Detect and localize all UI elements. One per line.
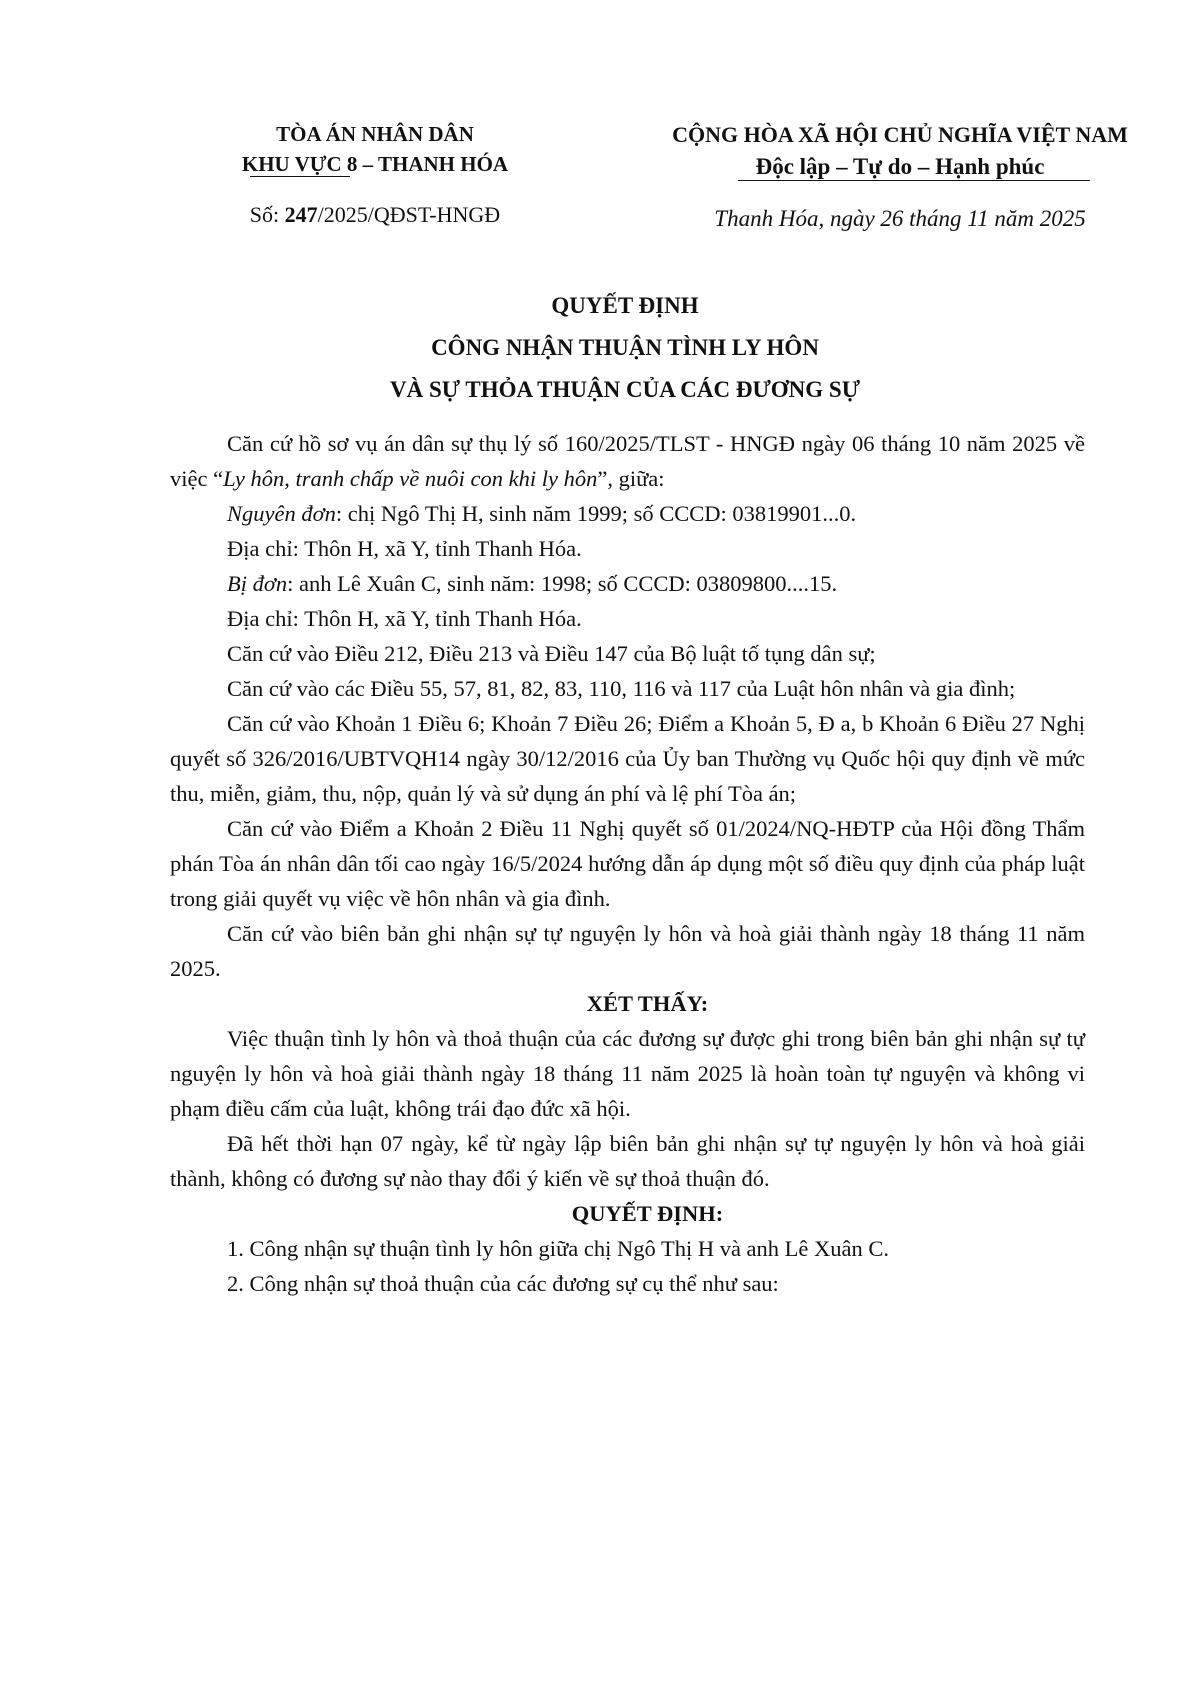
defendant-label: Bị đơn	[227, 571, 288, 596]
court-name: TÒA ÁN NHÂN DÂN	[276, 122, 474, 146]
section-heading-findings: XÉT THẤY:	[586, 991, 709, 1016]
decision-number-suffix: /2025/QĐST-HNGĐ	[317, 202, 501, 227]
national-title: CỘNG HÒA XÃ HỘI CHỦ NGHĨA VIỆT NAM	[672, 122, 1128, 147]
section-heading-decision: QUYẾT ĐỊNH:	[571, 1201, 724, 1226]
paragraph-defendant	[170, 566, 1085, 601]
motto-underline	[738, 180, 1090, 181]
document-body	[170, 426, 1085, 1301]
court-underline	[250, 176, 350, 177]
national-motto: Độc lập – Tự do – Hạnh phúc	[755, 154, 1045, 179]
paragraph-legal-basis-1: Căn cứ vào Điều 212, Điều 213 và Điều 147 của Bộ luật tố tụng dân sự;	[227, 641, 876, 666]
paragraph-legal-basis-2: Căn cứ vào các Điều 55, 57, 81, 82, 83, 110, 116 và 117 của Luật hôn nhân và gia đình;	[227, 676, 1016, 701]
paragraph-plaintiff	[170, 496, 1085, 531]
paragraph-decision-1: 1. Công nhận sự thuận tình ly hôn giữa chị Ngô Thị H và anh Lê Xuân C.	[227, 1236, 890, 1261]
case-subject: Ly hôn, tranh chấp về nuôi con khi ly hôn	[223, 466, 598, 491]
decision-number	[175, 202, 575, 228]
court-region: KHU VỰC 8 – THANH HÓA	[241, 152, 509, 176]
paragraph-legal-basis-5: Căn cứ vào biên bản ghi nhận sự tự nguyện ly hôn và hoà giải thành ngày 18 tháng 11 năm 2025.	[170, 921, 1085, 981]
paragraph-plaintiff-address: Địa chỉ: Thôn H, xã Y, tỉnh Thanh Hóa.	[227, 536, 582, 561]
plaintiff-label: Nguyên đơn	[227, 501, 336, 526]
paragraph-legal-basis-3: Căn cứ vào Khoản 1 Điều 6; Khoản 7 Điều 26; Điểm a Khoản 5, Đ a, b Khoản 6 Điều 27 Nghị quyết số 326/2016/UBTVQH14 ngày 30/12/2016 của Ủy ban Thường vụ Quốc hội quy định về mức thu, miễn, giảm, thu, nộp, quản lý và sử dụng án phí và lệ phí Tòa án;	[170, 711, 1085, 806]
paragraph-findings-2: Đã hết thời hạn 07 ngày, kể từ ngày lập biên bản ghi nhận sự tự nguyện ly hôn và hoà giải thành, không có đương sự nào thay đổi ý kiến về sự thoả thuận đó.	[170, 1131, 1085, 1191]
issue-date: Thanh Hóa, ngày 26 tháng 11 năm 2025	[714, 206, 1086, 231]
paragraph-defendant-address: Địa chỉ: Thôn H, xã Y, tỉnh Thanh Hóa.	[227, 606, 582, 631]
paragraph-legal-basis-4: Căn cứ vào Điểm a Khoản 2 Điều 11 Nghị quyết số 01/2024/NQ-HĐTP của Hội đồng Thẩm phán Tòa án nhân dân tối cao ngày 16/5/2024 hướng dẫn áp dụng một số điều quy định của pháp luật trong giải quyết vụ việc về hôn nhân và gia đình.	[170, 816, 1085, 911]
decision-number-value: 247	[284, 202, 318, 227]
paragraph-decision-2: 2. Công nhận sự thoả thuận của các đương sự cụ thể như sau:	[227, 1271, 779, 1296]
title-line-2: CÔNG NHẬN THUẬN TÌNH LY HÔN	[431, 335, 819, 360]
defendant-info: : anh Lê Xuân C, sinh năm: 1998; số CCCD: 03809800....15.	[287, 571, 838, 596]
national-header	[630, 119, 1170, 183]
text: ”, giữa:	[597, 466, 665, 491]
decision-number-prefix: Số:	[249, 202, 285, 227]
title-line-3: VÀ SỰ THỎA THUẬN CỦA CÁC ĐƯƠNG SỰ	[389, 377, 861, 402]
court-header	[175, 119, 575, 179]
text: Căn cứ hồ sơ vụ án dân sự thụ lý số 160/2025/TLST - HNGĐ ngày 06 tháng 10 năm 2025 về việc “	[170, 431, 1085, 491]
paragraph-case-basis	[170, 426, 1085, 496]
plaintiff-info: : chị Ngô Thị H, sinh năm 1999; số CCCD: 03819901...0.	[335, 501, 857, 526]
paragraph-findings-1: Việc thuận tình ly hôn và thoả thuận của các đương sự được ghi trong biên bản ghi nhận sự tự nguyện ly hôn và hoà giải thành ngày 18 tháng 11 năm 2025 là hoàn toàn tự nguyện và không vi phạm điều cấm của luật, không trái đạo đức xã hội.	[170, 1026, 1085, 1121]
document-title	[160, 285, 1090, 411]
title-line-1: QUYẾT ĐỊNH	[551, 293, 699, 318]
